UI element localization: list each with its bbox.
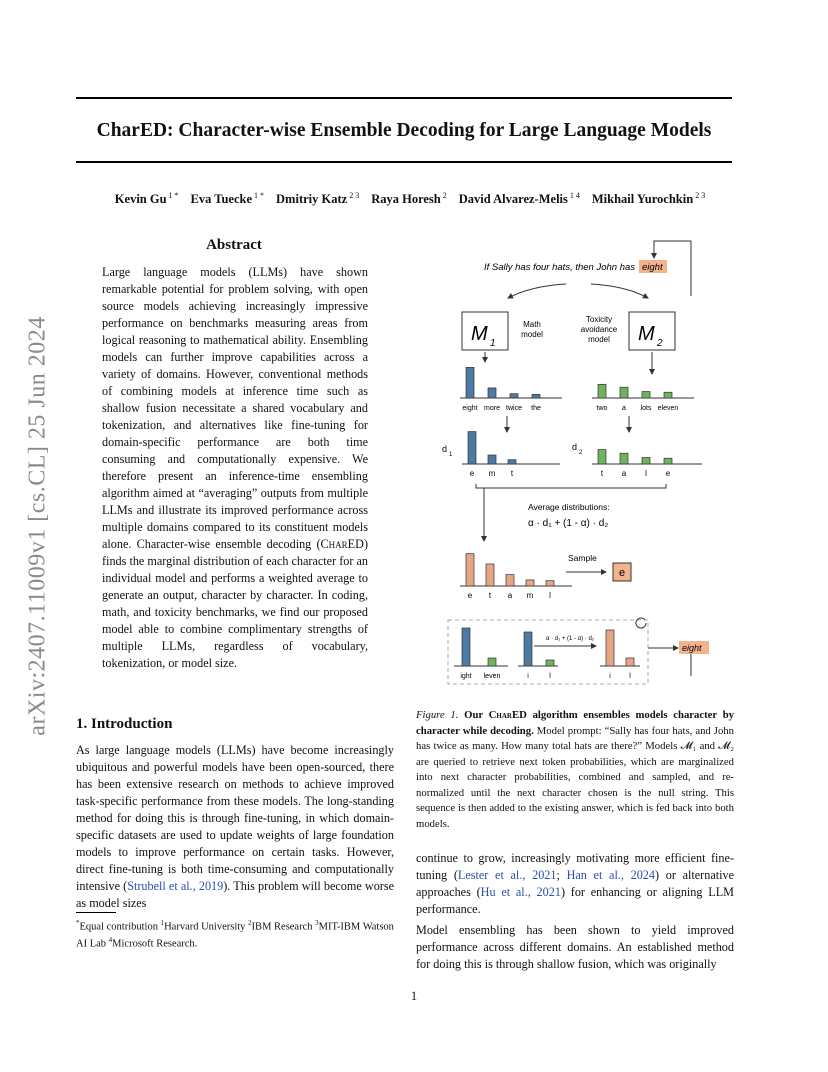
m1-token-bar xyxy=(488,388,496,398)
m1-token-bar xyxy=(510,394,518,398)
renorm-bar xyxy=(524,632,532,666)
renorm-bar xyxy=(606,630,614,666)
m2-token-bar xyxy=(598,384,606,398)
svg-text:1: 1 xyxy=(490,338,496,349)
model-2-token-bars xyxy=(592,384,694,412)
feedback-arrow xyxy=(654,241,666,258)
m2-token-label: eleven xyxy=(657,405,679,412)
citation-han[interactable]: Han et al., 2024 xyxy=(566,868,655,882)
model-2-label: M xyxy=(638,323,655,345)
right-paragraph-1: continue to grow, increasingly motivating more efficient fine-tuning (Lester et al., 2021; Han et al., 2024) or alternative approaches (Hu et al., 2021) for enhancing or aligning LLM performance. xyxy=(416,851,735,916)
avg-char-label: m xyxy=(526,591,534,600)
figure-caption: Figure 1. Our CharED algorithm ensembles models character by character while decoding. Model prompt: “Sally has four hats, and John has twice as many. How many total hats are there?” Models 𝓜₁ and 𝓜₂ are queried to retrieve next token probabilities, which are marginalized into next character probabilities, combined and sampled, and re-normalized until the next character chosen is the null string. This sequence is then added to the existing answer, which is fed back into both models. xyxy=(416,709,734,830)
d1-char-bar xyxy=(508,460,516,464)
author-list xyxy=(60,191,760,207)
m1-token-label: eight xyxy=(462,405,478,412)
d1-label: d xyxy=(442,444,448,454)
d2-char-bar xyxy=(664,458,672,464)
average-char-bars xyxy=(460,554,572,600)
citation-lester[interactable]: Lester et al., 2021 xyxy=(457,868,557,882)
model-1-desc: Math xyxy=(523,320,541,329)
avg-char-bar xyxy=(466,554,474,586)
svg-text:2: 2 xyxy=(657,338,663,349)
author-name: Mikhail Yurochkin $^{2 3}$ xyxy=(591,191,706,207)
citation-hu[interactable]: Hu et al., 2021 xyxy=(480,885,561,899)
output-word: eight xyxy=(682,643,702,653)
d2-char-label: t xyxy=(600,469,604,478)
author-name: David Alvarez-Melis $^{1 4}$ xyxy=(458,191,580,207)
avg-char-label: t xyxy=(488,591,492,600)
m2-token-bar xyxy=(620,387,628,398)
m1-token-bar xyxy=(532,394,540,398)
svg-text:model: model xyxy=(588,335,610,344)
m1-token-label: twice xyxy=(506,405,522,412)
renorm-bar xyxy=(488,658,496,666)
d1-char-label: m xyxy=(488,469,496,478)
renormalization-box xyxy=(448,620,648,684)
average-title: Average distributions: xyxy=(528,502,610,512)
d2-char-label: l xyxy=(645,469,647,478)
paper-title: CharED: Character-wise Ensemble Decoding for Large Language Models xyxy=(96,120,712,141)
avg-char-bar xyxy=(546,581,554,586)
d2-char-label: a xyxy=(621,469,627,478)
renorm-bar xyxy=(626,658,634,666)
author-name: Raya Horesh $^2$ xyxy=(371,191,447,207)
renorm-formula: α · d₁ + (1 - α) · d₂ xyxy=(546,636,595,642)
introduction-text: As large language models (LLMs) have become increasingly ubiquitous and powerful models have been open-sourced, there has been extensive research on methods to achieve improved task-specific performance from these models. The long-standing method for doing this is through fine-tuning, in which domain-specific datasets are used to update weights of large foundation models to improve performance on certain tasks. However, direct fine-tuning is both time-consuming and computationally intensive (Strubell et al., 2019). This problem will become worse as model sizes xyxy=(76,743,394,910)
svg-text:model: model xyxy=(521,330,543,339)
avg-char-label: l xyxy=(549,591,551,600)
d2-char-bars xyxy=(592,450,702,478)
average-formula: α · d₁ + (1 - α) · d₂ xyxy=(528,518,609,529)
avg-char-label: e xyxy=(467,591,473,600)
renorm-bar xyxy=(462,628,470,666)
svg-text:avoidance: avoidance xyxy=(580,325,618,334)
author-name: Dmitriy Katz $^{2 3}$ xyxy=(276,191,360,207)
avg-char-label: a xyxy=(507,591,513,600)
m2-token-label: a xyxy=(622,405,626,412)
m1-token-bar xyxy=(466,367,474,398)
m2-token-bar xyxy=(664,392,672,398)
d1-char-label: e xyxy=(469,469,475,478)
page-number: 1 xyxy=(410,989,418,1003)
svg-text:1: 1 xyxy=(449,452,453,458)
right-paragraph-2: Model ensembling has been shown to yield improved performance across different domains. An established method for doing this is through shallow fusion, which was originally xyxy=(416,923,734,971)
avg-char-bar xyxy=(526,580,534,586)
avg-char-bar xyxy=(506,575,514,586)
author-name: Kevin Gu $^{1 *}$ xyxy=(114,191,179,207)
prompt-text: If Sally has four hats, then John has xyxy=(484,262,636,273)
citation-strubell[interactable]: Strubell et al., 2019 xyxy=(127,879,224,893)
sampled-char: e xyxy=(618,567,626,579)
d1-char-label: t xyxy=(510,469,514,478)
renorm-label: ight xyxy=(460,673,472,680)
m2-token-label: lots xyxy=(640,405,652,412)
model-2-desc: Toxicity xyxy=(585,315,613,324)
renorm-label: i xyxy=(527,673,529,680)
footnote-rule xyxy=(76,912,116,913)
renorm-label: l xyxy=(549,673,551,680)
prompt-word: eight xyxy=(642,262,663,273)
avg-char-bar xyxy=(486,564,494,586)
d1-char-bar xyxy=(488,455,496,464)
sample-label: Sample xyxy=(568,553,597,563)
d2-char-bar xyxy=(620,453,628,464)
figure-1-diagram xyxy=(436,236,736,688)
renorm-label: i xyxy=(609,673,611,680)
author-name: Eva Tuecke $^{1 *}$ xyxy=(190,191,265,207)
d1-char-bars xyxy=(462,432,560,478)
model-1-label: M xyxy=(471,323,488,345)
renorm-label: leven xyxy=(483,673,501,680)
method-name: CharED xyxy=(320,537,364,551)
title-rule xyxy=(76,161,732,163)
d2-char-bar xyxy=(642,458,650,464)
d2-char-label: e xyxy=(665,469,671,478)
d2-label: d xyxy=(572,442,578,452)
model-1-token-bars xyxy=(460,367,562,412)
renorm-bar xyxy=(546,660,554,666)
abstract-text: Large language models (LLMs) have shown remarkable potential for problem solving, with open source models achieving increasingly impressive performance on benchmarks measuring areas from logical reasoning to mathematical ability. Ensembling models can further improve capabilities across a variety of domains. However, conventional methods of combining models at inference time such as shallow fusion necessitate a shared vocabulary and tokenization, and alternatives like fine-tuning for domain-specific performance are both time consuming and computationally expensive. We therefore present an inference-time ensembling algorithm aimed at “averaging” outputs from multiple LLMs and illustrate its improved performance across multiple domains compared to its constituent models alone. Character-wise ensemble decoding (CharED) finds the marginal distribution of each character for an individual model and performs a weighted average to generate an output, character by character. In coding, math, and toxicity benchmarks, we find our proposed model able to combine complimentary strengths of multiple LLMs, regardless of vocabulary, tokenization, or model size. xyxy=(102,265,368,670)
m2-token-label: two xyxy=(596,405,608,412)
svg-text:2: 2 xyxy=(579,450,583,456)
top-rule xyxy=(76,97,732,99)
footnote: *Equal contribution $^1$Harvard University $^2$IBM Research $^3$MIT-IBM Watson AI Lab $^4$Microsoft Research. xyxy=(76,919,394,950)
renorm-label: l xyxy=(629,673,631,680)
m2-token-bar xyxy=(642,392,650,398)
arxiv-stamp: arXiv:2407.11009v1 [cs.CL] 25 Jun 2024 xyxy=(24,316,51,736)
d1-char-bar xyxy=(468,432,476,464)
m1-token-label: more xyxy=(484,405,500,412)
m1-token-label: the xyxy=(531,405,541,412)
d2-char-bar xyxy=(598,450,606,464)
introduction-heading: 1. Introduction xyxy=(76,716,173,732)
abstract-heading: Abstract xyxy=(206,237,262,253)
